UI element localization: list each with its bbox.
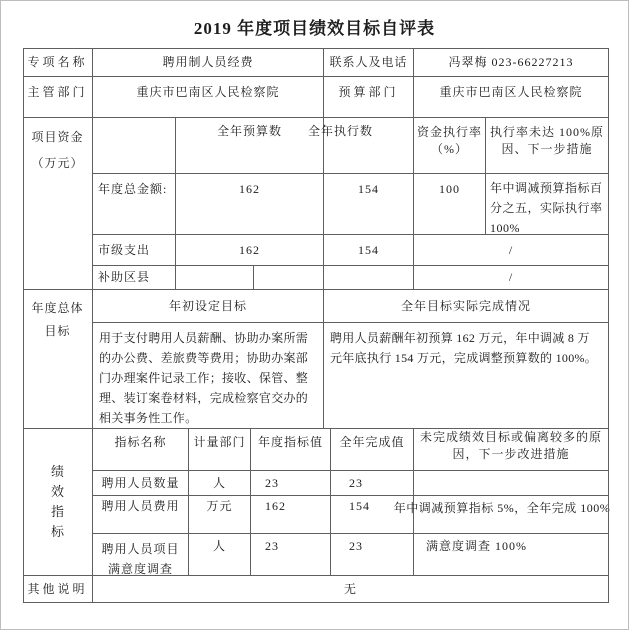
- funds-row-subsidy-label: 补助区县: [93, 266, 176, 290]
- indicators-col-note: 未完成绩效目标或偏离较多的原因，下一步改进措施: [414, 429, 609, 471]
- project-name-value: 聘用制人员经费: [93, 48, 324, 77]
- indicators-section-label: 绩效指标: [23, 429, 93, 576]
- funds-row-total-reason: 年中调减预算指标百分之五，实际执行率 100%: [486, 174, 609, 235]
- indicator-row1-unit: 人: [189, 471, 251, 496]
- indicator-row1-target: 23: [251, 471, 331, 496]
- contact-value: 冯翠梅 023-66227213: [414, 48, 609, 77]
- indicator-row1-actual: 23: [331, 471, 414, 496]
- budget-dept-label: 预算部门: [324, 77, 414, 118]
- goal-done-text: 聘用人员薪酬年初预算 162 万元，年中调减 8 万元年底执行 154 万元，完成调整预算数的 100%。: [324, 323, 609, 429]
- other-notes-label: 其他说明: [23, 576, 93, 603]
- indicator-row3-target: 23: [251, 534, 331, 576]
- indicators-col-target: 年度指标值: [251, 429, 331, 471]
- funds-row-subsidy-empty3: [324, 266, 414, 290]
- indicator-row2-note: 年中调减预算指标 5%，全年完成 100%: [414, 496, 609, 534]
- funds-row-total-rate: 100: [414, 174, 486, 235]
- other-notes-value: 无: [93, 576, 609, 603]
- funds-row-city-reason: /: [414, 235, 609, 266]
- funds-row-total-exec: 154: [324, 174, 414, 235]
- indicators-col-unit: 计量部门: [189, 429, 251, 471]
- indicator-row2-name: 聘用人员费用: [93, 496, 189, 534]
- project-name-label: 专项名称: [23, 48, 93, 77]
- indicator-row3-actual: 23: [331, 534, 414, 576]
- indicator-row2-actual: 154: [331, 496, 414, 534]
- goal-col-done: 全年目标实际完成情况: [324, 290, 609, 323]
- goal-col-set: 年初设定目标: [93, 290, 324, 323]
- funds-section-label: 项目资金 （万元）: [23, 118, 93, 290]
- contact-label: 联系人及电话: [324, 48, 414, 77]
- funds-col-rate: 资金执行率（%）: [414, 118, 486, 174]
- funds-col-budget: 全年预算数: [176, 118, 324, 174]
- indicator-row2-target: 162: [251, 496, 331, 534]
- funds-row-total-label: 年度总金额:: [93, 174, 176, 235]
- indicator-row1-name: 聘用人员数量: [93, 471, 189, 496]
- goal-set-text: 用于支付聘用人员薪酬、协助办案所需的办公费、差旅费等费用；协助办案部门办理案件记录工作；接收、保管、整理、装订案卷材料，完成检察官交办的相关事务性工作。: [93, 323, 324, 429]
- funds-subheader-empty: [93, 118, 176, 174]
- funds-row-city-label: 市级支出: [93, 235, 176, 266]
- indicator-row3-note: 满意度调查 100%: [414, 534, 609, 576]
- indicator-row3-unit: 人: [189, 534, 251, 576]
- goal-section-label: 年度总体 目标: [23, 290, 93, 429]
- funds-col-exec: 全年执行数: [324, 118, 414, 174]
- page-title: 2019 年度项目绩效目标自评表: [193, 19, 436, 38]
- competent-dept-value: 重庆市巴南区人民检察院: [93, 77, 324, 118]
- funds-col-reason: 执行率未达 100%原因、下一步措施: [486, 118, 609, 174]
- indicators-col-actual: 全年完成值: [331, 429, 414, 471]
- indicators-col-name: 指标名称: [93, 429, 189, 471]
- funds-row-subsidy-empty2: [254, 266, 324, 290]
- budget-dept-value: 重庆市巴南区人民检察院: [414, 77, 609, 118]
- funds-row-city-budget: 162: [176, 235, 324, 266]
- funds-row-city-exec: 154: [324, 235, 414, 266]
- funds-row-subsidy-empty1: [176, 266, 254, 290]
- funds-row-total-budget: 162: [176, 174, 324, 235]
- indicator-row2-unit: 万元: [189, 496, 251, 534]
- funds-row-subsidy-reason: /: [414, 266, 609, 290]
- indicator-row1-note: [414, 471, 609, 496]
- competent-dept-label: 主管部门: [23, 77, 93, 118]
- indicator-row3-name: 聘用人员项目满意度调查: [93, 534, 189, 576]
